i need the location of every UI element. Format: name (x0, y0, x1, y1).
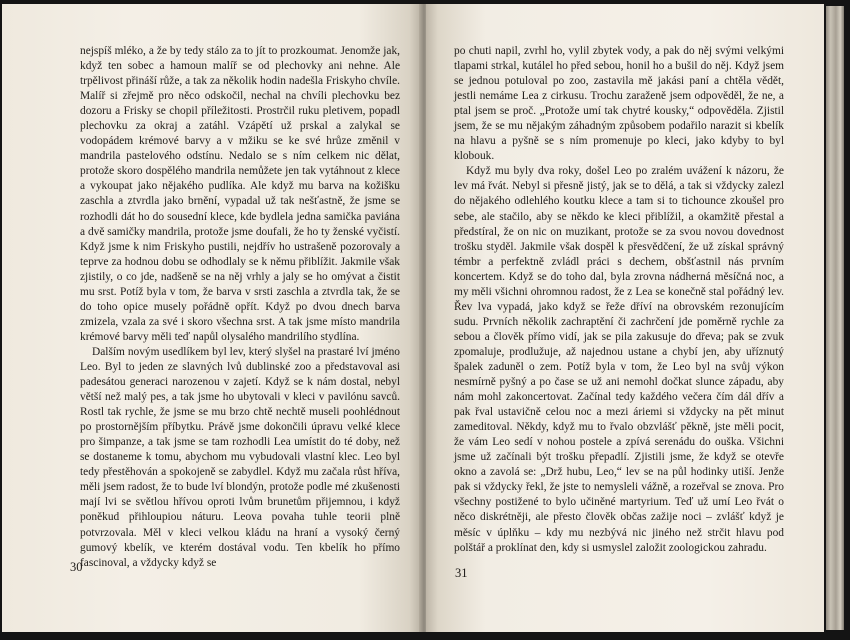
left-page-text (80, 44, 400, 571)
right-page (426, 4, 824, 632)
page-edge (826, 6, 844, 630)
paragraph: po chuti napil, zvrhl ho, vylil zbytek vody, a pak do něj svými velkými tlapami strkal, kutálel ho před sebou, honil ho a bušil do něj. Když jsem se jednou potuloval po zoo, zastavila mě jakási paní a chtěla vědět, jestli nemáme Lea z cirkusu. Trochu zaraženě jsem odpověděl, že ne, a ptal jsem se proč. „Protože umí tak chytré kousky,“ odpověděla. Zjistil jsem, že se mu nějakým záhadným způsobem podařilo narazit si kbelík na hlavu a pyšně se s ním promenuje po kleci, jako kdyby to byl klobouk. (454, 45, 784, 163)
right-page-text (454, 44, 784, 556)
page-number: 31 (455, 566, 468, 580)
paragraph: Když mu byly dva roky, došel Leo po zralém uvážení k názoru, že lev má řvát. Nebyl si přesně jistý, jak se to dělá, a tak si vždycky zalezl do nějakého odlehlého koutku klece a tam si to tichounce zkoušel pro sebe, ale stačilo, aby se někdo ke kleci přiblížil, a okamžitě přestal a předstíral, že on nic on muzikant, protože se za svou novou dovednost trošku styděl. Jakmile však dospěl k přesvědčení, že už získal správný témbr a perfektně zvládl práci s dechem, obšťastnil nás prvním koncertem. Když se do toho dal, byla zrovna nádherná měsíčná noc, a my měli všichni ohromnou radost, že z Lea se konečně stal pořádný lev. Řev lva vypadá, jako když se řeže dříví na obrovském rezonujícím sudu. Prvních několik zachraptění či zachrčení jde poměrně rychle za sebou a člověk přímo vidí, jak se pila zakusuje do dřeva; pak se zvuk zpomaluje, prodlužuje, až najednou ustane a chybí jen, aby uříznutý špalek zaduněl o zem. Potíž byla v tom, že Leo byl na svůj výkon nesmírně pyšný a po čase se už ani nemohl dočkat slunce západu, aby nám mohl zakoncertovat. Začínal tedy každého večera čím dál dřív a pak řval ustavičně celou noc a mezi áriemi si vždycky na pět minut zameditoval. Někdy, když mu to řvalo obzvlášť pěkně, jste měli pocit, že vám Leo sedí v nohou postele a zpívá serenádu do ouška. Všichni jsme už začínali být trošku přepadlí. Zjistili jsme, že když se otevře okno a zavolá se: „Drž hubu, Leo,“ lev se na půl hodinky utiší. Jenže pak si vždycky řekl, že jste to nemysleli vážně, a rozeřval se znova. Pro všechny postižené to bylo učiněné martyrium. Teď už umí Leo řvát o něco diskrétněji, ale přesto člověk občas zažije noci – zvlášť když je měsíc v úplňku – kdy mu nezbývá nic jiného než strčit hlavu pod polštář a proklínat den, kdy si usmyslel založit zoologickou zahradu. (454, 165, 784, 554)
paragraph: nejspíš mléko, a že by tedy stálo za to jít to prozkoumat. Jenomže jak, když ten sobec a hamoun malíř se od plechovky ani nehne. Ale trpělivost přináší růže, a tak za několik hodin nadešla Friskyho chvíle. Malíř si zřejmě pro něco odskočil, nechal na chvíli plechovku bez dozoru a Frisky se chopil příležitosti. Prostrčil ruku pletivem, popadl plechovku za okraj a zatáhl. Vzápětí už prskal a zalykal se vodopádem krémové barvy a v mžiku se ke své hrůze změnil v mandrila pastelového odstínu. Nedalo se s ním celkem nic dělat, protože skoro dospělého mandrila nemůžete jen tak vytáhnout z klece a vykoupat jako nějakého pudlíka. Ale když mu barva na kožišku zaschla a ztvrdla jako brnění, vypadal už tak nešťastně, že jsme se rozhodli dát ho do sousední klece, kde bydlela jedna samička paviána a dvě samičky mandrila, protože jsme doufali, že ho ty ženské vyčistí. Když jsme k nim Friskyho pustili, nejdřív ho ustrašeně pozorovaly a teprve za hodnou dobu se odhodlaly se k němu přiblížit. Jakmile však zjistily, o co jde, nadšeně se na něj vrhly a jaly se ho omývat a čistit mu srst. Potíž byla v tom, že barva v srsti zaschla a ztvrdla tak, že se do toho opice musely pořádně opřít. Když po dvou dnech barva zmizela, vzala za své i skoro všechna srst. A tak jsme místo mandrila krémové barvy měli teď napůl olysalého mandrilího stydlína. (80, 45, 400, 343)
page-number: 30 (70, 560, 83, 574)
paragraph: Dalším novým usedlíkem byl lev, který slyšel na prastaré lví jméno Leo. Byl to jeden ze slavných lvů dublinské zoo a představoval asi padesátou generaci narozenou v zajetí. Když se k nám dostal, nebyl větší než malý pes, a tak jsme ho ubytovali v kleci v pavilónu savců. Rostl tak rychle, že jsme se mu brzo chtě nechtě museli poohlédnout po prostornějším příbytku. Právě jsme dokončili úpravu velké klece pro šimpanze, a tak jsme se tam rozhodli Lea umístit do té doby, než se dostaneme k tomu, abychom mu vybudovali vlastní klec. Leo byl tedy přestěhován a spokojeně se zabydlel. Když mu začala růst hříva, měli jsem radost, že to bude lví blondýn, protože podle mé zkušenosti mají lvi se světlou hřívou oproti lvům brunetům přijemnou, i když poněkud přihloupiou náturu. Leova povaha tuhle teorii plně potvrzovala. Měl v kleci velkou kládu na hraní a vysoký černý gumový kbelík, ve kterém dostával vodu. Ten kbelík ho přímo fascinoval, a vždycky když se (80, 345, 400, 569)
left-page (2, 4, 422, 632)
